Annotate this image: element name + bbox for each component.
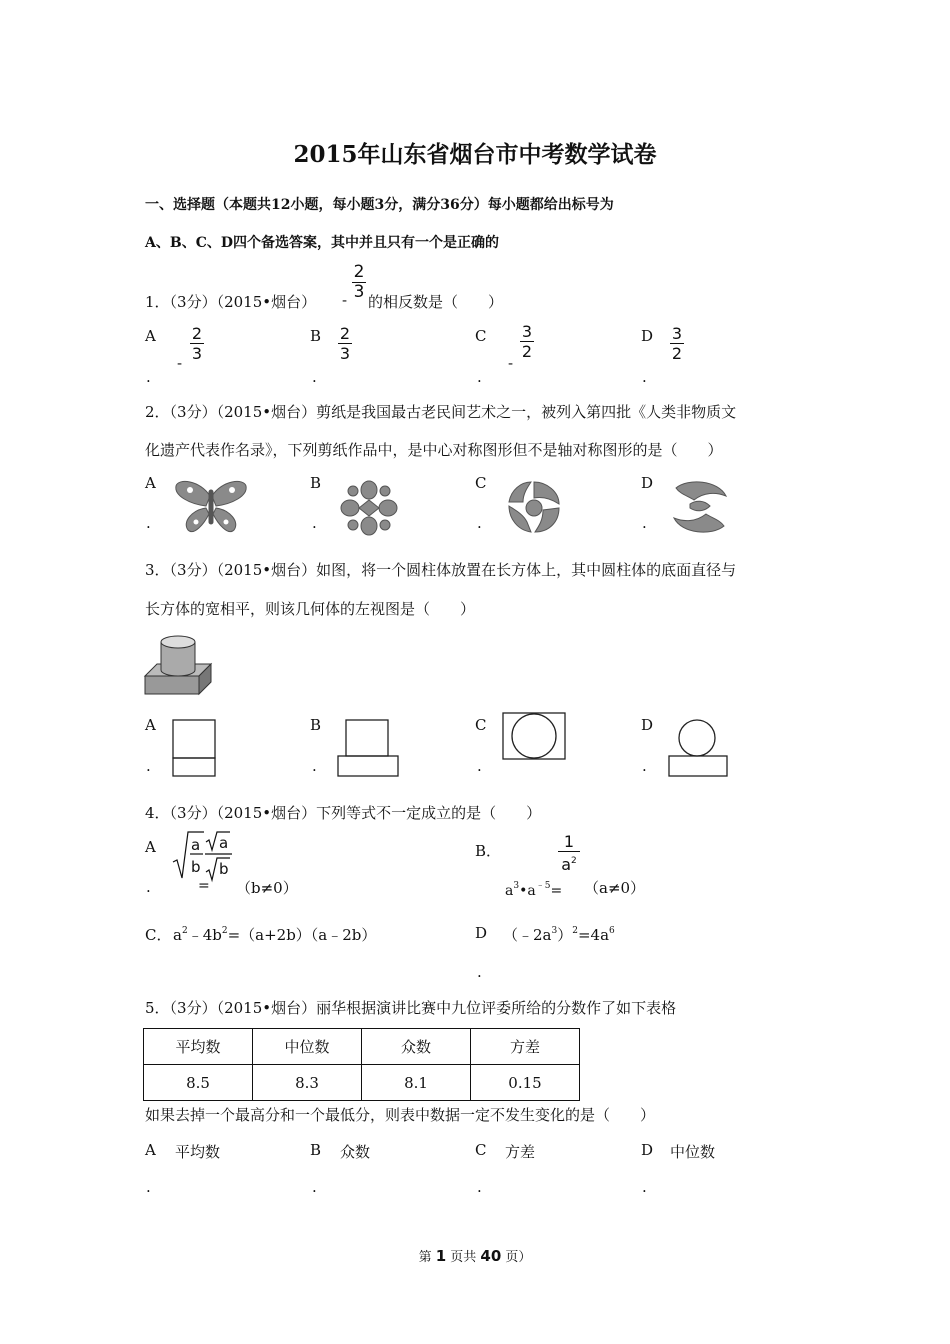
q4-option-a-var-a: a [219,834,229,852]
option-dot: . [146,368,151,386]
option-dot: . [312,514,317,532]
q4-option-a-var-b: b [219,860,229,878]
option-dot: . [146,1178,151,1196]
q5-option-c-label[interactable]: C [475,1141,487,1159]
view-square-on-rect [337,719,401,779]
q4-option-a-var-a: a [191,836,201,854]
q2-option-c-label[interactable]: C [475,474,487,492]
q2-stem-line2: 化遗产代表作名录》，下列剪纸作品中，是中心对称图形但不是轴对称图形的是（ ） [145,441,723,459]
table-header-cell: 众数 [362,1029,471,1065]
option-dot: . [642,368,647,386]
q5-option-d-label[interactable]: D [641,1141,654,1159]
option-dot: . [146,878,151,896]
q5-option-a-text[interactable]: 平均数 [175,1143,221,1161]
option-dot: . [477,368,482,386]
q4-option-c-expression: $a^2﹣4b^2=(a+2b)(a﹣2b)$ [173,926,377,944]
q4-option-b-fraction: $\frac{1}{a^2}$ [558,833,580,873]
q3-option-b-label[interactable]: B [310,716,322,734]
q1-fraction: $\frac{2}{3}$ [353,262,365,302]
q4-option-a-equals: = [198,878,210,894]
fish-pair-papercut-image [668,478,732,536]
q5-option-d-text[interactable]: 中位数 [670,1143,716,1161]
table-cell: 0.15 [471,1065,580,1101]
page-footer: 第 1 页共 40 页） [418,1247,532,1265]
q4-option-a-var-b: b [191,858,201,876]
cylinder-on-cuboid-figure [143,634,213,696]
table-cell: 8.5 [144,1065,253,1101]
q1-option-b-fraction: $\frac{2}{3}$ [339,324,351,363]
q4-option-d-expression: $(﹣2a^3)^2=4a^6$ [503,926,615,944]
table-row [144,1065,580,1101]
option-dot: . [146,514,151,532]
table-header-cell: 平均数 [144,1029,253,1065]
option-dot: . [312,368,317,386]
option-dot: . [477,963,482,981]
option-dot: . [642,1178,647,1196]
option-dot: . [642,757,647,775]
q1-option-d-fraction: $\frac{3}{2}$ [671,324,683,363]
butterfly-papercut-image [172,478,250,536]
q1-option-c-sign: - [508,354,514,372]
q2-option-b-label[interactable]: B [310,474,322,492]
option-dot: . [477,757,482,775]
q1-option-c-label[interactable]: C [475,327,487,345]
q5-option-b-text[interactable]: 众数 [340,1143,371,1161]
flower-papercut-image [340,480,398,536]
q2-option-d-label[interactable]: D [641,474,654,492]
q1-suffix: 的相反数是（ ） [368,293,504,311]
q4-stem: 4．（3分）（2015•烟台）下列等式不一定成立的是（ ） [145,804,542,822]
q1-minus: - [342,291,348,309]
fish-ring-papercut-image [503,478,565,536]
view-circle-in-rect [502,712,568,762]
option-dot: . [312,1178,317,1196]
section-heading-line1: 一、选择题（本题共12小题，每小题3分，满分36分）每小题都给出标号为 [145,197,614,213]
q4-option-b-condition: （a≠0） [584,879,646,897]
q1-option-d-label[interactable]: D [641,327,654,345]
view-rect-stacked [172,719,218,779]
q3-option-c-label[interactable]: C [475,716,487,734]
q3-option-a-label[interactable]: A [145,716,156,734]
q4-option-b-expression: $a^3•a^{﹣5}=$ [505,881,563,899]
q4-option-c-label[interactable]: C． [145,926,172,944]
q5-option-b-label[interactable]: B [310,1141,322,1159]
q2-option-a-label[interactable]: A [145,474,156,492]
q4-option-b-label[interactable]: B． [475,842,502,860]
q5-stem: 5．（3分）（2015•烟台）丽华根据演讲比赛中九位评委所给的分数作了如下表格 [145,999,677,1017]
q1-option-b-label[interactable]: B [310,327,322,345]
table-row [144,1029,580,1065]
table-header-cell: 中位数 [253,1029,362,1065]
q3-stem-line1: 3．（3分）（2015•烟台）如图，将一个圆柱体放置在长方体上，其中圆柱体的底面直径与 [145,561,737,579]
q1-option-a-label[interactable]: A [145,327,156,345]
q4-option-d-label[interactable]: D [475,924,488,942]
score-table [143,1028,580,1101]
option-dot: . [477,1178,482,1196]
table-header-cell: 方差 [471,1029,580,1065]
q1-option-a-sign: - [177,354,183,372]
table-cell: 8.3 [253,1065,362,1101]
q5-option-c-text[interactable]: 方差 [505,1143,536,1161]
q3-stem-line2: 长方体的宽相平，则该几何体的左视图是（ ） [145,600,476,618]
q2-stem-line1: 2．（3分）（2015•烟台）剪纸是我国最古老民间艺术之一，被列入第四批《人类非物质文 [145,403,737,421]
option-dot: . [477,514,482,532]
option-dot: . [642,514,647,532]
q3-option-d-label[interactable]: D [641,716,654,734]
page-title: 2015年山东省烟台市中考数学试卷 [293,141,657,168]
option-dot: . [146,757,151,775]
table-cell: 8.1 [362,1065,471,1101]
view-circle-on-rect [668,719,730,779]
q1-option-c-fraction: $\frac{3}{2}$ [521,322,533,361]
q1-prefix: 1．（3分）（2015•烟台） [145,293,317,311]
q5-followup: 如果去掉一个最高分和一个最低分，则表中数据一定不发生变化的是（ ） [145,1106,656,1124]
q4-option-a-condition: （b≠0） [236,879,298,897]
option-dot: . [312,757,317,775]
q4-option-a-label[interactable]: A [145,838,156,856]
section-heading-line2: A、B、C、D四个备选答案，其中并且只有一个是正确的 [145,235,499,251]
q5-option-a-label[interactable]: A [145,1141,156,1159]
q1-option-a-fraction: $\frac{2}{3}$ [191,324,203,363]
